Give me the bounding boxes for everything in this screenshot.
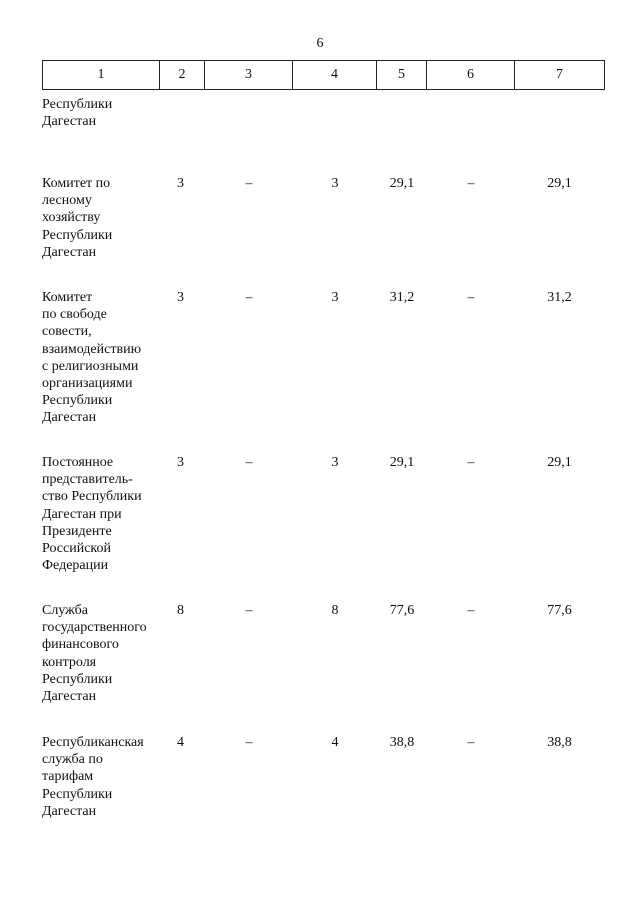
header-col-2: 2 [160,61,205,90]
row-col-5: 29,1 [389,455,415,470]
row-col-6: – [467,290,475,305]
row-col-2: 3 [177,455,184,470]
header-row [43,61,605,90]
header-col-6: 6 [427,61,515,90]
row-col-3: – [245,290,253,305]
row-col-3: – [245,455,253,470]
row-col-6: – [467,455,475,470]
row-col-7: 31,2 [547,290,572,305]
row-col-6: – [467,735,475,750]
row-organization-name: Комитет по свободе совести, взаимодействию с религиозными организациями Республики Дагестан [42,290,142,426]
row-col-2: 3 [177,290,184,305]
header-col-3: 3 [205,61,293,90]
header-col-5: 5 [377,61,427,90]
row-col-5: 29,1 [389,176,415,191]
row-col-7: 29,1 [547,455,572,470]
row-organization-name: Республиканская служба по тарифам Республики Дагестан [42,735,144,819]
header-col-1: 1 [43,61,160,90]
header-col-4: 4 [293,61,377,90]
row-col-5: 31,2 [389,290,415,305]
row-organization-name: Республики Дагестан [42,97,113,130]
row-col-4: 3 [331,455,339,470]
page-number: 6 [316,36,324,51]
row-col-5: 38,8 [389,735,415,750]
row-col-4: 4 [331,735,339,750]
row-col-3: – [245,603,253,618]
row-col-4: 3 [331,290,339,305]
row-col-6: – [467,176,475,191]
row-col-2: 8 [177,603,184,618]
row-col-3: – [245,176,253,191]
row-col-4: 8 [331,603,339,618]
row-col-3: – [245,735,253,750]
row-col-2: 3 [177,176,184,191]
row-col-7: 29,1 [547,176,572,191]
row-col-7: 38,8 [547,735,572,750]
table-header [42,60,605,90]
row-organization-name: Постоянное представитель- ство Республики Дагестан при Президенте Российской Федерации [42,455,142,574]
row-col-2: 4 [177,735,184,750]
row-organization-name: Комитет по лесному хозяйству Республики Дагестан [42,176,113,260]
row-organization-name: Служба государственного финансового контроля Республики Дагестан [42,603,147,705]
row-col-6: – [467,603,475,618]
row-col-5: 77,6 [389,603,415,618]
row-col-4: 3 [331,176,339,191]
row-col-7: 77,6 [547,603,572,618]
header-col-7: 7 [515,61,605,90]
